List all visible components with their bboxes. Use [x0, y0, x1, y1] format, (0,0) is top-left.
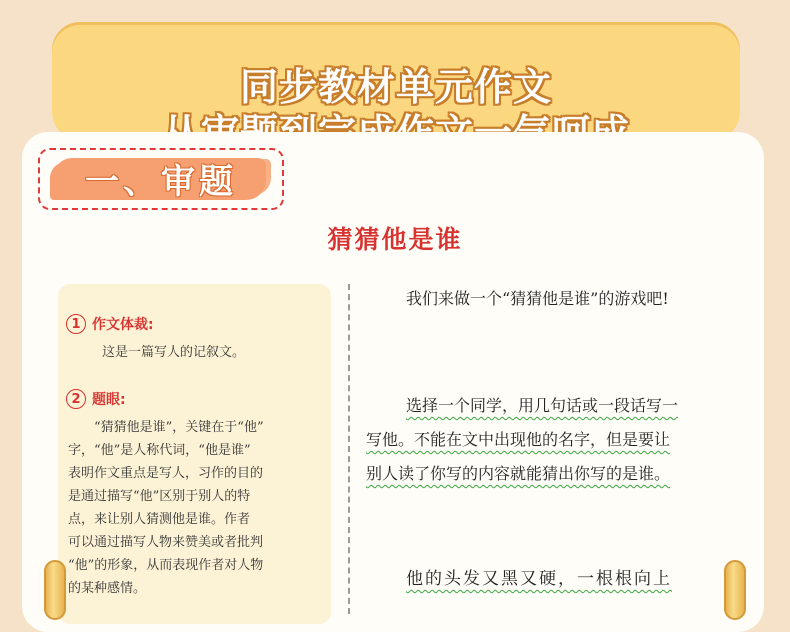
number-circle-icon: 1	[66, 314, 86, 334]
keyword-text-line: 的某种感情。	[68, 581, 147, 596]
keyword-text-line: 表明作文重点是写人，习作的目的	[68, 466, 264, 481]
genre-heading	[66, 314, 154, 334]
keyword-text-line: “猜猜他是谁”，关键在于“他”	[94, 420, 264, 435]
story-title: 猜猜他是谁	[327, 225, 463, 254]
keyword-text-line: 点，来让别人猜测他是谁。作者	[68, 512, 251, 527]
instruction-line: 别人读了你写的内容就能猜出你写的是谁。	[366, 464, 671, 483]
column-divider	[348, 284, 350, 614]
keyword-text-line: 字，“他”是人称代词，“他是谁”	[68, 443, 251, 458]
number-circle-icon: 2	[66, 389, 86, 409]
section-badge	[38, 148, 284, 210]
keyword-heading	[66, 389, 126, 409]
keyword-text-line: “他”的形象，从而表现作者对人物	[68, 558, 264, 573]
scroll-roller-right	[724, 560, 746, 620]
header-banner	[52, 22, 740, 140]
instruction-line: 选择一个同学，用几句话或一段话写一	[406, 396, 679, 415]
example-line: 他的头发又黑又硬，一根根向上	[406, 569, 672, 589]
keyword-text-line: 是通过描写“他”区别于别人的特	[68, 489, 251, 504]
keyword-text	[68, 416, 330, 600]
keyword-heading-label: 题眼:	[92, 392, 126, 408]
section-badge-label: 一、审题	[85, 162, 237, 202]
instruction-line: 写他。不能在文中出现他的名字，但是要让	[366, 430, 671, 449]
scroll-roller-left	[44, 560, 66, 620]
intro-text: 我们来做一个“猜猜他是谁”的游戏吧!	[406, 289, 669, 308]
keyword-text-line: 可以通过描写人物来赞美或者批判	[68, 535, 264, 550]
banner-title-line1: 同步教材单元作文	[239, 65, 552, 109]
genre-heading-label: 作文体裁:	[92, 317, 154, 333]
genre-text: 这是一篇写人的记叙文。	[102, 345, 246, 360]
instruction-text	[366, 389, 751, 491]
